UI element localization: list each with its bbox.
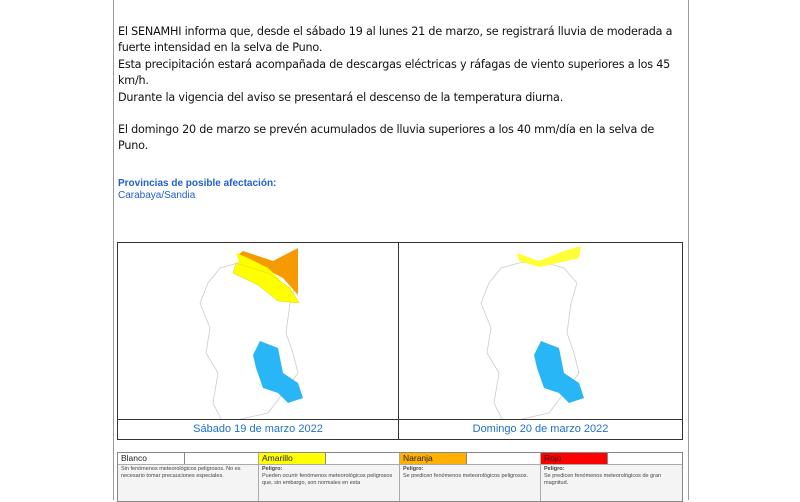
map-sunday xyxy=(399,243,682,419)
map-caption-sunday: Domingo 20 de marzo 2022 xyxy=(399,419,682,439)
legend-white xyxy=(118,453,259,501)
legend-label: Naranja xyxy=(400,453,467,464)
paragraph: El domingo 20 de marzo se prevén acumulados de lluvia superiores a los 40 mm/día en la selva de Puno. xyxy=(118,123,655,153)
provinces-heading: Provincias de posible afectación: xyxy=(118,178,277,189)
legend-desc: Se predicen fenómenos meteorológicos de gran magnitud. xyxy=(544,473,662,486)
legend-title: Peligro: xyxy=(544,466,565,472)
paragraph: Esta precipitación estará acompañada de descargas eléctricas y ráfagas de viento superiores a los 45 km/h. xyxy=(118,57,671,88)
provinces-value: Carabaya/Sandia xyxy=(118,190,196,201)
warning-text xyxy=(118,24,678,155)
legend-title: Peligro: xyxy=(262,466,283,472)
legend-yellow xyxy=(259,453,400,501)
legend-orange xyxy=(400,453,541,501)
legend-desc: Pueden ocurrir fenómenos meteorológicos peligrosos que, sin embargo, son normales en esta xyxy=(262,473,393,486)
affected-provinces xyxy=(118,178,276,202)
alert-level-legend xyxy=(117,452,683,502)
map-caption-saturday: Sábado 19 de marzo 2022 xyxy=(118,419,399,439)
legend-label: Blanco xyxy=(118,453,185,464)
legend-label: Amarillo xyxy=(259,453,326,464)
legend-label: Rojo xyxy=(541,453,608,464)
legend-title: Peligro: xyxy=(403,466,424,472)
paragraph: Durante la vigencia del aviso se presentará el descenso de la temperatura diurna. xyxy=(118,90,564,104)
legend-desc: Sin fenómenos meteorológicos peligrosos. No es necesario tomar precauciones especiales. xyxy=(121,466,241,479)
legend-desc: Se predicen fenómenos meteorológicos peligrosos. xyxy=(403,473,529,479)
map-saturday xyxy=(118,243,399,419)
legend-red xyxy=(541,453,682,501)
paragraph: El SENAMHI informa que, desde el sábado 19 al lunes 21 de marzo, se registrará lluvia de moderada a fuerte intensidad en la selva de Puno. xyxy=(118,25,673,55)
forecast-maps-table xyxy=(117,242,683,440)
